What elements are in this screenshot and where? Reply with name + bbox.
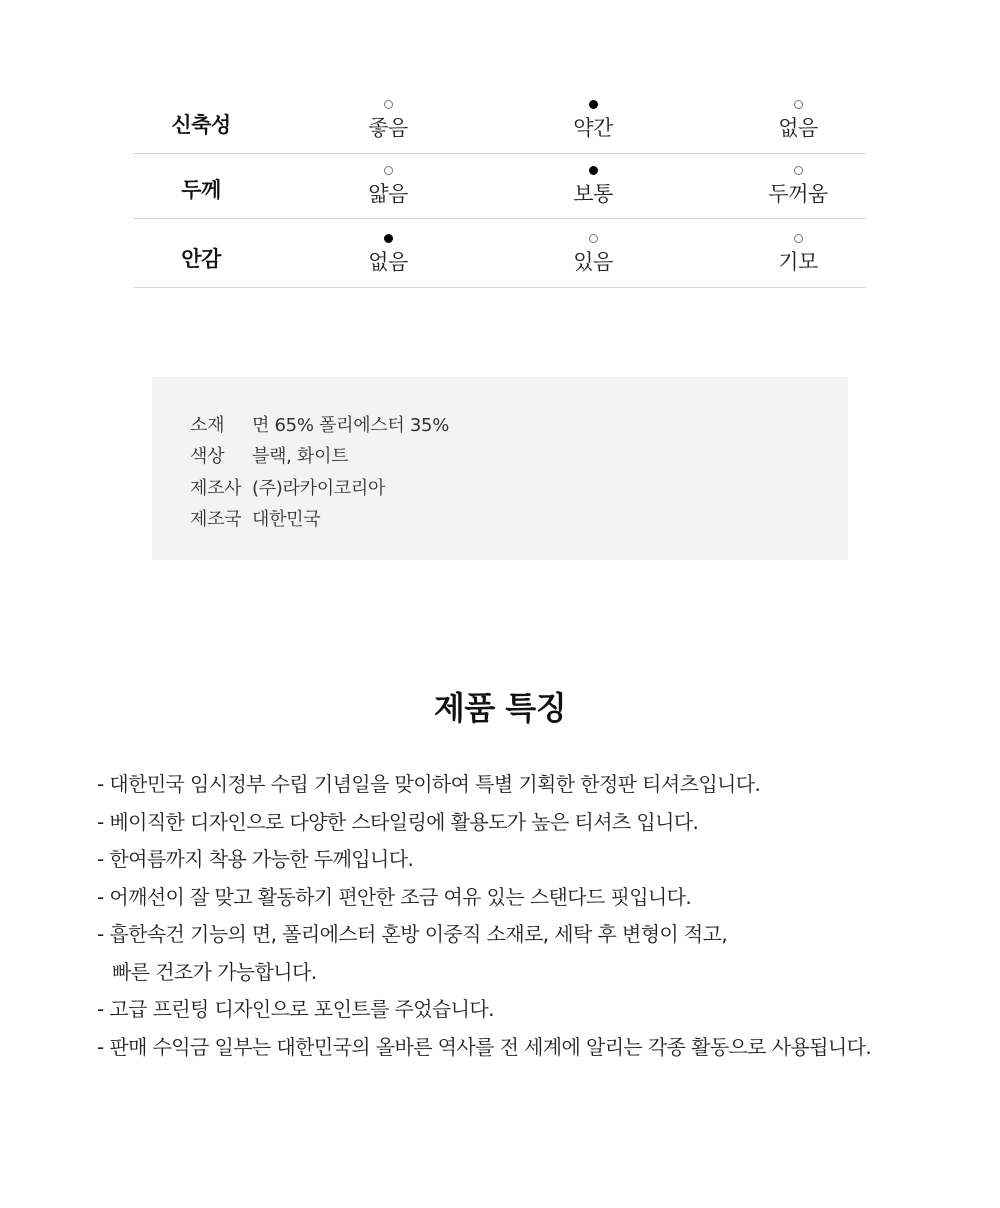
attribute-option xyxy=(738,166,858,208)
option-label: 기모 xyxy=(778,250,818,274)
radio-empty-icon xyxy=(794,234,803,243)
feature-item: - 베이직한 디자인으로 다양한 스타일링에 활용도가 높은 티셔츠 입니다. xyxy=(97,809,699,834)
radio-empty-icon xyxy=(794,166,803,175)
radio-empty-icon xyxy=(794,100,803,109)
option-label: 약간 xyxy=(573,116,613,140)
feature-item: - 어깨선이 잘 맞고 활동하기 편안한 조금 여유 있는 스탠다드 핏입니다. xyxy=(97,884,692,909)
feature-item: - 판매 수익금 일부는 대한민국의 올바른 역사를 전 세계에 알리는 각종 활동으로 사용됩니다. xyxy=(97,1034,872,1059)
attribute-option xyxy=(328,166,448,208)
option-label: 없음 xyxy=(778,116,818,140)
attribute-option-selected xyxy=(533,100,653,142)
feature-item: - 흡한속건 기능의 면, 폴리에스터 혼방 이중직 소재로, 세탁 후 변형이 적고, xyxy=(97,922,728,946)
attribute-table xyxy=(133,88,866,288)
spec-box xyxy=(152,377,848,560)
attribute-option xyxy=(738,100,858,142)
radio-empty-icon xyxy=(384,100,393,109)
radio-filled-icon xyxy=(589,166,598,175)
attribute-option xyxy=(533,234,653,276)
attribute-label: 두께 xyxy=(181,178,221,202)
attribute-row-lining xyxy=(133,219,866,288)
feature-item: - 한여름까지 착용 가능한 두께입니다. xyxy=(97,847,414,871)
features-list xyxy=(97,766,977,1066)
attribute-row-stretch xyxy=(133,88,866,154)
attribute-option xyxy=(328,100,448,142)
option-label: 얇음 xyxy=(368,182,408,206)
feature-item: - 대한민국 임시정부 수립 기념일을 맞이하여 특별 기획한 한정판 티셔츠입니다. xyxy=(97,772,761,796)
option-label: 보통 xyxy=(573,182,613,206)
option-label: 두꺼움 xyxy=(768,182,828,206)
feature-item: - 고급 프린팅 디자인으로 포인트를 주었습니다. xyxy=(97,997,494,1021)
spec-key: 제조국 xyxy=(190,509,242,530)
spec-key: 색상 xyxy=(190,446,225,467)
option-label: 있음 xyxy=(573,250,613,274)
spec-value: 면 65% 폴리에스터 35% xyxy=(252,415,450,436)
attribute-row-thickness xyxy=(133,154,866,219)
spec-row-country xyxy=(190,505,320,531)
spec-row-manufacturer xyxy=(190,474,385,500)
spec-key: 제조사 xyxy=(190,478,242,499)
features-title: 제품 특징 xyxy=(433,689,567,727)
attribute-option xyxy=(738,234,858,276)
radio-filled-icon xyxy=(384,234,393,243)
spec-value: (주)라카이코리아 xyxy=(252,478,386,499)
radio-empty-icon xyxy=(589,234,598,243)
feature-item-continuation: 빠른 건조가 가능합니다. xyxy=(112,959,317,984)
attribute-option-selected xyxy=(328,234,448,276)
option-label: 좋음 xyxy=(368,116,408,140)
option-label: 없음 xyxy=(368,250,408,274)
attribute-option-selected xyxy=(533,166,653,208)
spec-row-color xyxy=(190,442,348,468)
attribute-label: 신축성 xyxy=(171,113,231,137)
radio-filled-icon xyxy=(589,100,598,109)
spec-row-material xyxy=(190,411,449,437)
radio-empty-icon xyxy=(384,166,393,175)
spec-key: 소재 xyxy=(190,415,225,436)
spec-value: 대한민국 xyxy=(252,509,321,530)
spec-value: 블랙, 화이트 xyxy=(252,446,349,467)
attribute-label: 안감 xyxy=(181,247,221,271)
